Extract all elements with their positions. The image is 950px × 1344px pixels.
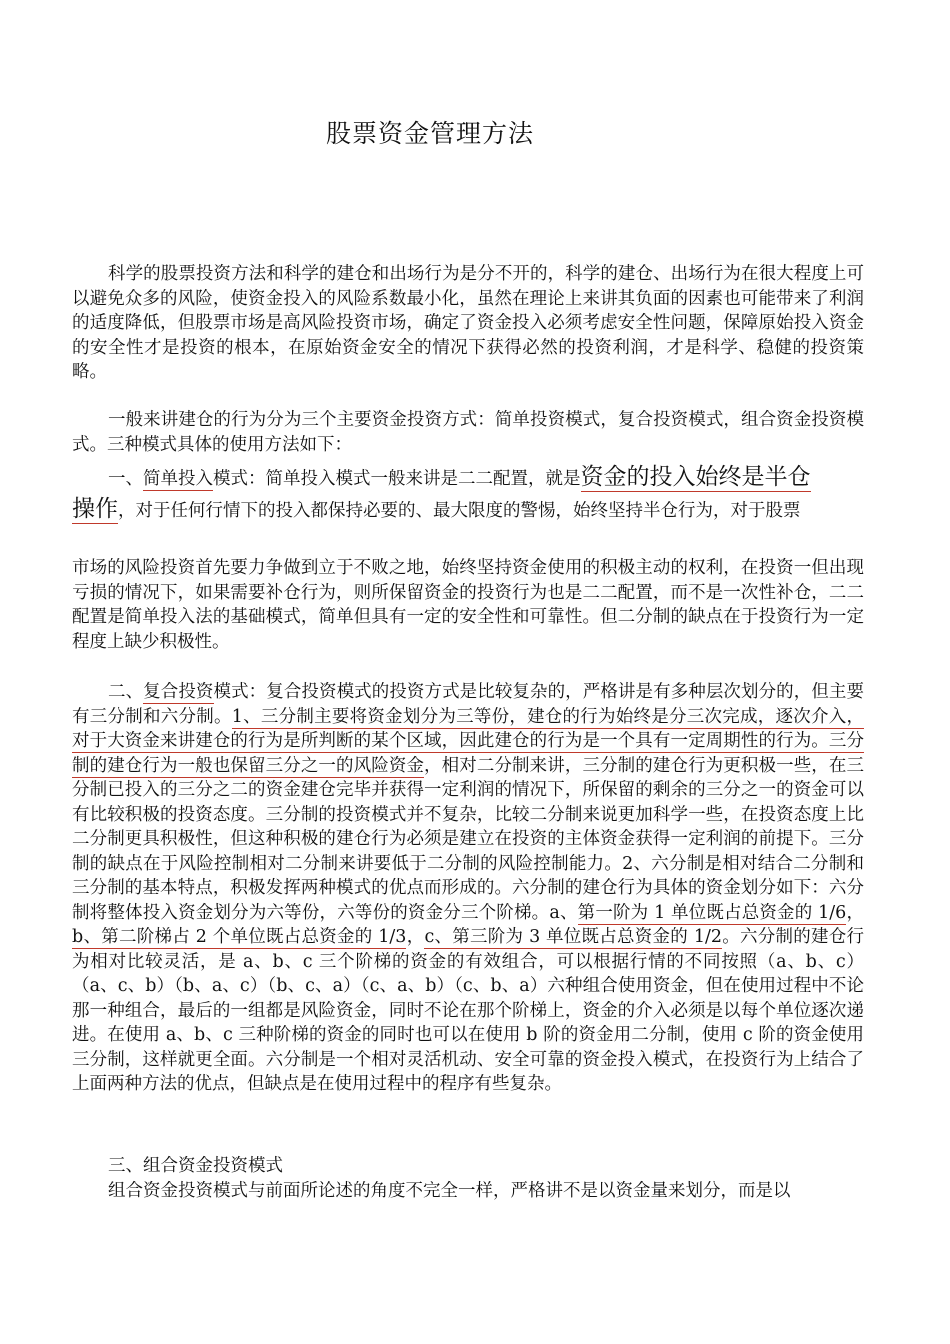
underlined-phrase: b、第二阶梯占 2 个单位既占总资金的 1/3 <box>72 927 407 947</box>
underlined-phrase: 1、三分制主要将资金划分为三等份，建仓的行为始终是分三次完成，逐次介入，对于大资金来讲建仓的行为是所判断的某个区域，因此建仓的行为是一个具有一定周期性的行为。三分制的建仓行为一般也保留三分之一的风险资金 <box>72 706 865 776</box>
combined-mode-paragraph: 组合资金投资模式与前面所论述的角度不完全一样，严格讲不是以资金量来划分，而是以 <box>108 1181 791 1201</box>
paragraph-text: 模式：复合投资模式的投资方式是比较复杂的，严格讲是有多种层次划分的，但主要有三分制和六分制。 <box>72 682 865 727</box>
highlighted-phrase: 操作 <box>72 496 118 522</box>
paragraph-text: ， <box>406 927 425 947</box>
section-number: 二、 <box>108 682 144 702</box>
paragraph-text: 模式：简单投入模式一般来讲是二二配置，就是 <box>213 469 581 489</box>
underlined-phrase: 简单投入 <box>143 469 213 489</box>
paragraph-text: ，相对二分制来讲，三分制的建仓行为更积极一些，在三分制已投入的三分之二的资金建仓完毕并获得一定利润的情况下，所保留的剩余的三分之一的资金可以有比较积极的投资态度。三分制的投资模式并不复杂，比较二分制来说更加科学一些，在投资态度上比二分制更具积极性，但这种积极的建仓行为必须是建立在投资的主体资金获得一定利润的前提下。三分制的缺点在于风险控制相对二分制来讲要低于二分制的风险控制能力。2、六分制是相对结合二分制和三分制的基本特点，积极发挥两种模式的优点而形成的。六分制的建仓行为具体的资金划分如下：六分制将整体投入资金划分为六等份，六等份的资金分三个阶梯。a、 <box>72 755 864 923</box>
section-number: 一、 <box>108 469 143 489</box>
simple-mode-paragraph-continued: 市场的风险投资首先要力争做到立于不败之地，始终坚持资金使用的积极主动的权利，在投资一但出现亏损的情况下，如果需要补仓行为，则所保留资金的投资行为也是二二配置，而不是一次性补仓，二二配置是简单投入法的基础模式，简单但具有一定的安全性和可靠性。但二分制的缺点在于投资行为一定程度上缺少积极性。 <box>72 558 864 652</box>
compound-mode-paragraph <box>72 680 864 1097</box>
simple-mode-paragraph <box>72 462 864 526</box>
underlined-phrase: 第一阶为 1 单位既占总资金的 1/6 <box>577 902 847 923</box>
paragraph-text: ， <box>846 902 865 923</box>
paragraph-text: 。六分制的建仓行为相对比较灵活，是 a、b、c 三个阶梯的资金的有效组合，可以根据行情的不同按照（a、b、c）（a、c、b）（b、a、c）（b、c、a）（c、a、b）（c、b、a）六种组合使用资金，但在使用过程中不论那一种组合，最后的一组都是风险资金，同时不论在那个阶梯上，资金的介入必须是以每个单位逐次递进。在使用 a、b、c 三种阶梯的资金的同时也可以在使用 b 阶的资金用二分制，使用 c 阶的资金使用三分制，这样就更全面。六分制是一个相对灵活机动、安全可靠的资金投入模式，在投资行为上结合了上面两种方法的优点，但缺点是在使用过程中的程序有些复杂。 <box>72 927 864 1094</box>
combined-mode-heading: 三、组合资金投资模式 <box>108 1156 283 1176</box>
underlined-phrase: 复合投资 <box>143 682 214 702</box>
intro-paragraph: 科学的股票投资方法和科学的建仓和出场行为是分不开的，科学的建仓、出场行为在很大程度上可以避免众多的风险，使资金投入的风险系数最小化，虽然在理论上来讲其负面的因素也可能带来了利润的适度降低，但股票市场是高风险投资市场，确定了资金投入必须考虑安全性问题，保障原始投入资金的安全性才是投资的根本，在原始资金安全的情况下获得必然的投资利润，才是科学、稳健的投资策略。 <box>72 264 864 382</box>
underlined-phrase: c、第三阶为 3 单位既占总资金的 1/2 <box>424 927 722 947</box>
highlighted-phrase: 资金的投入始终是半仓 <box>580 464 811 490</box>
document-title: 股票资金管理方法 <box>325 119 534 148</box>
modes-overview-paragraph: 一般来讲建仓的行为分为三个主要资金投资方式：简单投资模式，复合投资模式，组合资金投资模式。三种模式具体的使用方法如下： <box>72 410 864 455</box>
paragraph-text: ，对于任何行情下的投入都保持必要的、最大限度的警惕，始终坚持半仓行为，对于股票 <box>118 501 801 521</box>
